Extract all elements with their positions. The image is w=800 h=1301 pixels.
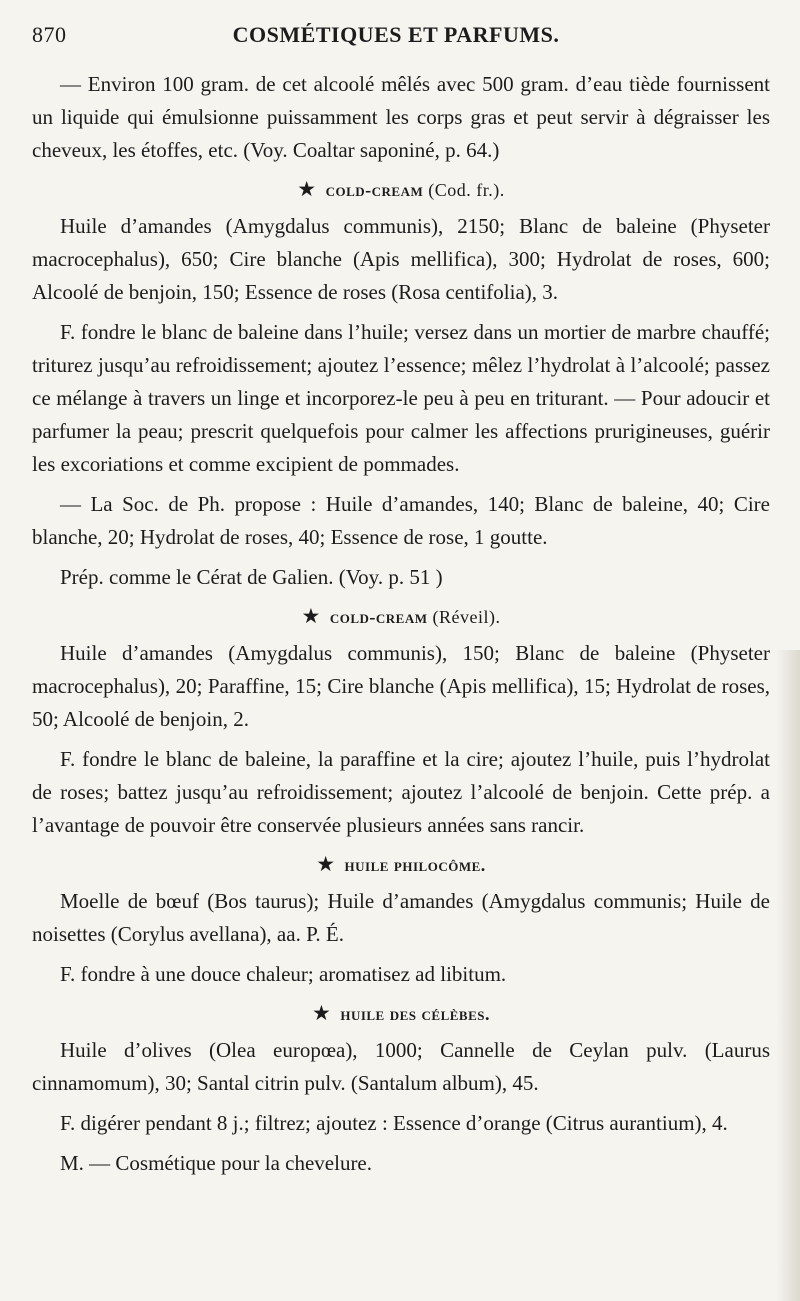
running-title: COSMÉTIQUES ET PARFUMS. [232,22,560,47]
heading-source: (Cod. fr.). [428,180,505,200]
section-heading-cold-cream-codex [32,174,770,205]
page-edge-shadow [776,650,800,1301]
paragraph-usage: M. — Cosmétique pour la chevelure. [60,1151,373,1175]
paragraph-ingredients: Huile d’amandes (Amygdalus communis), 150; Blanc de baleine (Physeter macrocephalus), 20; Paraffine, 15; Cire blanche (Apis mellifica), 15; Hydrolat de roses, 50; Alcoolé de benjoin, 2. [32,641,770,731]
heading-title: cold-cream [325,180,424,200]
page-header [32,22,760,56]
section-heading-huile-des-celebes [32,998,770,1029]
heading-title: huile des célèbes. [340,1004,490,1024]
paragraph-instructions: F. fondre à une douce chaleur; aromatisez ad libitum. [60,962,507,986]
star-icon: ★ [312,1001,332,1025]
paragraph-ingredients: Huile d’olives (Olea europœa), 1000; Cannelle de Ceylan pulv. (Laurus cinnamomum), 30; Santal citrin pulv. (Santalum album), 45. [32,1038,770,1095]
page-number: 870 [32,22,67,47]
heading-title: huile philocôme. [344,855,486,875]
section-heading-cold-cream-reveil [32,601,770,632]
star-icon: ★ [301,604,321,628]
paragraph-instructions: F. digérer pendant 8 j.; filtrez; ajoutez : Essence d’orange (Citrus aurantium), 4. [60,1111,728,1135]
paragraph-instructions: F. fondre le blanc de baleine dans l’huile; versez dans un mortier de marbre chauffé; triturez jusqu’au refroidissement; ajoutez l’essence; mêlez l’hydrolat à l’alcoolé; passez ce mélange à travers un linge et incorporez-le peu à peu en triturant. — Pour adoucir et parfumer la peau; prescrit quelquefois pour calmer les affections prurigineuses, guérir les excoriations et comme excipient de pommades. [32,320,770,476]
paragraph-intro: — Environ 100 gram. de cet alcoolé mêlés avec 500 gram. d’eau tiède fournissent un liquide qui émulsionne puissamment les corps gras et peut servir à dégraisser les cheveux, les étoffes, etc. (Voy. Coaltar saponiné, p. 64.) [32,72,770,162]
paragraph-ingredients: Moelle de bœuf (Bos taurus); Huile d’amandes (Amygdalus communis; Huile de noisettes (Corylus avellana), aa. P. É. [32,889,770,946]
paragraph-instructions: F. fondre le blanc de baleine, la paraffine et la cire; ajoutez l’huile, puis l’hydrolat de roses; battez jusqu’au refroidissement; ajoutez l’alcoolé de benjoin. Cette prép. a l’avantage de pouvoir être conservée plusieurs années sans rancir. [32,747,770,837]
star-icon: ★ [316,852,336,876]
paragraph-ingredients: Huile d’amandes (Amygdalus communis), 2150; Blanc de baleine (Physeter macrocephalus), 650; Cire blanche (Apis mellifica), 300; Hydrolat de roses, 600; Alcoolé de benjoin, 150; Essence de roses (Rosa centifolia), 3. [32,214,770,304]
star-icon: ★ [297,177,317,201]
page-body [32,60,770,1187]
paragraph-preparation: Prép. comme le Cérat de Galien. (Voy. p. 51 ) [60,565,443,589]
section-heading-huile-philocome [32,849,770,880]
heading-source: (Réveil). [432,607,501,627]
paragraph-variant: — La Soc. de Ph. propose : Huile d’amandes, 140; Blanc de baleine, 40; Cire blanche, 20; Hydrolat de roses, 40; Essence de rose, 1 goutte. [32,492,770,549]
heading-title: cold-cream [329,607,428,627]
